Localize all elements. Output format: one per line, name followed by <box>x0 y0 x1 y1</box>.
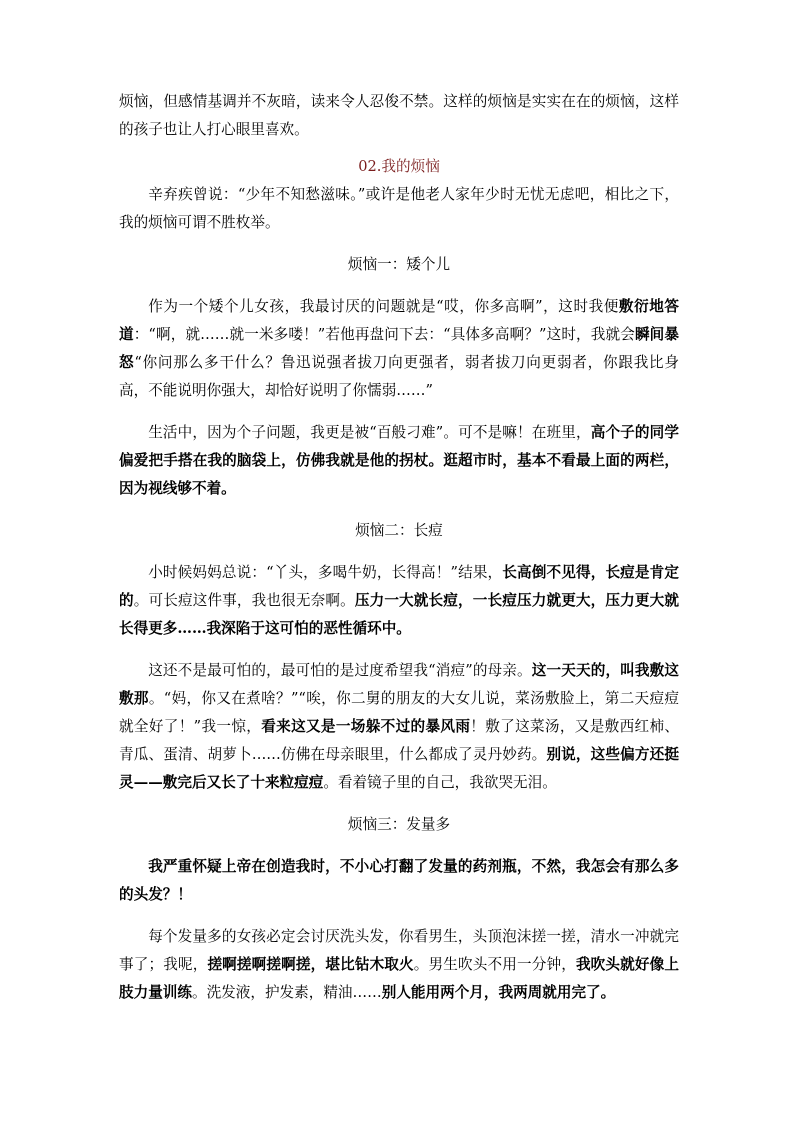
paragraph-height-life: 生活中，因为个子问题，我更是被“百般刁难”。可不是嘛！在班里，高个子的同学偏爱把手搭在我的脑袋上，仿佛我就是他的拐杖。逛超市时，基本不看最上面的两栏，因为视线够不着。 <box>119 424 679 497</box>
paragraph-hair-washing: 每个发量多的女孩必定会讨厌洗头发，你看男生，头顶泡沫搓一搓，清水一冲就完事了；我呢，搓啊搓啊搓啊搓，堪比钻木取火。男生吹头不用一分钟，我吹头就好像上肢力量训练。洗发液，护发素，精油……别人能用两个月，我两周就用完了。 <box>119 928 679 1001</box>
document-page <box>119 88 679 1007</box>
section-title: 02.我的烦恼 <box>358 158 440 175</box>
paragraph-acne-mother: 这还不是最可怕的，最可怕的是过度希望我“消痘”的母亲。这一天天的，叫我敷这敷那。“妈，你又在煮啥？”“唉，你二舅的朋友的大女儿说，菜汤敷脸上，第二天痘痘就全好了！”我一惊，看来这又是一场躲不过的暴风雨！敷了这菜汤，又是敷西红柿、青瓜、蛋清、胡萝卜……仿佛在母亲眼里，什么都成了灵丹妙药。别说，这些偏方还挺灵——敷完后又长了十来粒痘痘。看着镜子里的自己，我欲哭无泪。 <box>119 662 679 791</box>
subheading-thick-hair: 烦恼三：发量多 <box>347 816 451 833</box>
paragraph-height-question: 作为一个矮个儿女孩，我最讨厌的问题就是“哎，你多高啊”，这时我便敷衍地答道：“啊，就……就一米多喽！”若他再盘问下去：“具体多高啊？”这时，我就会瞬间暴怒“你问那么多干什么？鲁迅说强者拔刀向更强者，弱者拔刀向更弱者，你跟我比身高，不能说明你强大，却恰好说明了你懦弱……” <box>119 298 679 399</box>
paragraph-intro-continued: 烦恼，但感情基调并不灰暗，读来令人忍俊不禁。这样的烦恼是实实在在的烦恼，这样的孩子也让人打心眼里喜欢。 <box>119 93 679 138</box>
paragraph-xinqiji-quote: 辛弃疾曾说：“少年不知愁滋味。”或许是他老人家年少时无忧无虑吧，相比之下，我的烦恼可谓不胜枚举。 <box>119 186 679 231</box>
paragraph-hair-god: 我严重怀疑上帝在创造我时，不小心打翻了发量的药剂瓶，不然，我怎会有那么多的头发？！ <box>119 858 679 903</box>
paragraph-acne-milk: 小时候妈妈总说：“丫头，多喝牛奶，长得高！”结果，长高倒不见得，长痘是肯定的。可长痘这件事，我也很无奈啊。压力一大就长痘，一长痘压力就更大，压力更大就长得更多……我深陷于这可怕的恶性循环中。 <box>119 564 679 637</box>
subheading-acne: 烦恼二：长痘 <box>355 522 443 539</box>
subheading-short-stature: 烦恼一：矮个儿 <box>347 256 451 273</box>
